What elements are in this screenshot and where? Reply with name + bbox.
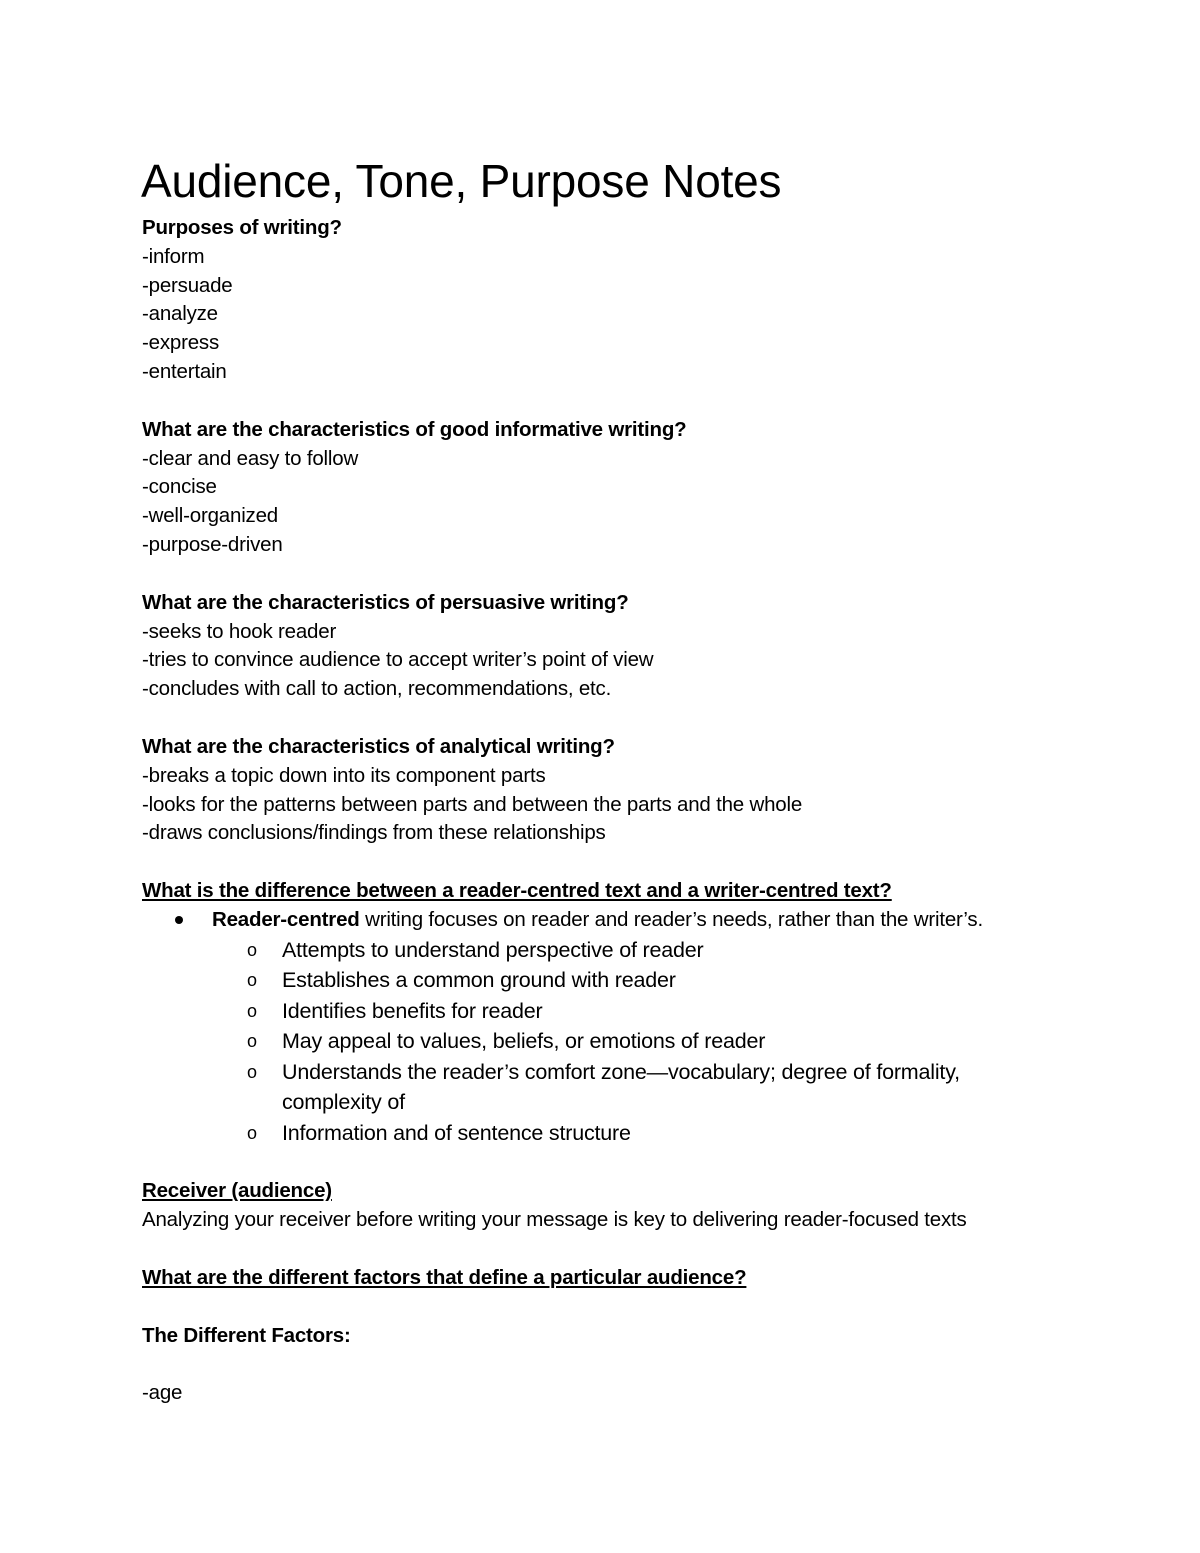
sub-item-text: May appeal to values, beliefs, or emotions of reader	[282, 1029, 766, 1054]
sub-bullet-marker: o	[247, 1122, 257, 1143]
sub-item-continuation: complexity of	[282, 1090, 405, 1115]
purposes-heading: Purposes of writing?	[142, 216, 342, 239]
reader-centred-sublist	[142, 935, 1062, 1149]
purpose-item: -inform	[142, 244, 205, 268]
receiver-heading: Receiver (audience)	[142, 1179, 332, 1203]
purpose-item: -persuade	[142, 273, 233, 297]
document-body	[142, 150, 1062, 1408]
sub-bullet-marker: o	[247, 970, 257, 991]
sub-item-text: Attempts to understand perspective of reader	[282, 937, 704, 962]
analytical-item: -draws conclusions/findings from these relationships	[142, 821, 606, 845]
reader-centred-heading: What is the difference between a reader-centred text and a writer-centred text?	[142, 879, 892, 903]
document-title: Audience, Tone, Purpose Notes	[141, 155, 782, 207]
purpose-item: -entertain	[142, 359, 227, 383]
factor-item: -age	[142, 1381, 183, 1405]
persuasive-item: -seeks to hook reader	[142, 619, 337, 643]
persuasive-item: -tries to convince audience to accept writer’s point of view	[142, 648, 654, 672]
informative-item: -well-organized	[142, 504, 279, 528]
informative-item: -clear and easy to follow	[142, 446, 359, 470]
factors-question: What are the different factors that define a particular audience?	[142, 1265, 747, 1289]
sub-item-text: Identifies benefits for reader	[282, 998, 543, 1023]
informative-item: -concise	[142, 475, 217, 499]
reader-centred-definition: writing focuses on reader and reader’s needs, rather than the writer’s.	[359, 907, 983, 931]
sub-bullet-marker: o	[247, 939, 257, 960]
sub-list-item	[142, 1026, 1062, 1057]
sub-list-item	[142, 1118, 1062, 1149]
sub-bullet-marker: o	[247, 1000, 257, 1021]
sub-bullet-marker: o	[247, 1061, 257, 1082]
sub-list-item	[142, 965, 1062, 996]
purpose-item: -analyze	[142, 302, 218, 326]
sub-item-text: Information and of sentence structure	[282, 1120, 631, 1145]
analytical-heading: What are the characteristics of analytical writing?	[142, 734, 615, 758]
receiver-text: Analyzing your receiver before writing your message is key to delivering reader-focused texts	[142, 1208, 967, 1232]
factors-heading: The Different Factors:	[142, 1323, 351, 1347]
analytical-item: -looks for the patterns between parts and between the parts and the whole	[142, 792, 803, 816]
sub-bullet-marker: o	[247, 1031, 257, 1052]
reader-centred-term: Reader-centred	[212, 907, 360, 931]
sub-list-item	[142, 935, 1062, 966]
sub-list-item	[142, 996, 1062, 1027]
reader-centred-bullet	[142, 906, 1062, 1148]
sub-item-text: Establishes a common ground with reader	[282, 968, 676, 993]
sub-item-text: Understands the reader’s comfort zone—vocabulary; degree of formality,	[282, 1059, 960, 1084]
sub-list-item	[142, 1057, 1062, 1118]
reader-centred-list	[142, 906, 1062, 1148]
informative-heading: What are the characteristics of good informative writing?	[142, 417, 687, 441]
persuasive-heading: What are the characteristics of persuasive writing?	[142, 590, 629, 614]
informative-item: -purpose-driven	[142, 532, 283, 556]
persuasive-item: -concludes with call to action, recommendations, etc.	[142, 677, 612, 701]
analytical-item: -breaks a topic down into its component parts	[142, 763, 546, 787]
purpose-item: -express	[142, 331, 220, 355]
